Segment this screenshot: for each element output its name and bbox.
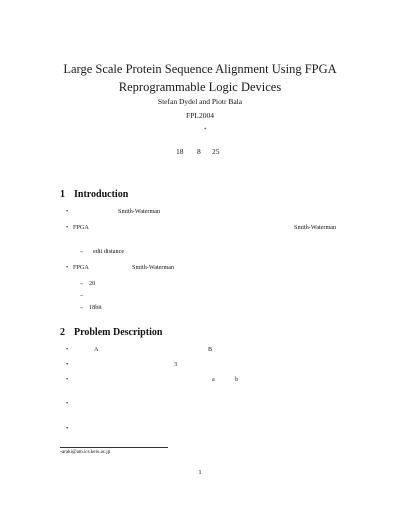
- paper-title-line2: Reprogrammable Logic Devices: [118, 80, 282, 94]
- bullet: •: [66, 425, 69, 432]
- section-title: Problem Description: [74, 327, 163, 338]
- section-number: 2: [60, 327, 65, 338]
- section-number: 1: [60, 189, 65, 200]
- footnote-rule: [60, 447, 168, 448]
- bullet: •: [66, 224, 69, 231]
- dash: –: [80, 280, 84, 287]
- paper-title-line1: Large Scale Protein Sequence Alignment Using FPGA: [63, 62, 337, 76]
- authors: Stefan Dydel and Piotr Bala: [157, 97, 243, 106]
- list-item-text: b: [235, 376, 239, 383]
- page-number: 1: [198, 469, 202, 476]
- bullet: •: [66, 208, 69, 215]
- date-year: 18: [176, 147, 184, 156]
- list-item-text: a: [212, 376, 215, 383]
- title-footnote-mark: *: [204, 128, 207, 133]
- list-item-text: Smith-Waterman: [294, 224, 337, 231]
- list-item-text: B: [208, 346, 213, 353]
- list-item-text: 3: [174, 361, 178, 368]
- list-item-text: Smith-Waterman: [132, 264, 175, 271]
- list-item-text: FPGA: [73, 224, 89, 231]
- list-item-text: A: [94, 346, 99, 353]
- list-item-text: 18bit: [89, 304, 102, 311]
- list-item-text: FPGA: [73, 264, 89, 271]
- section-title: Introduction: [74, 189, 129, 200]
- list-item-text: edit distance: [93, 248, 125, 255]
- date-day: 25: [212, 147, 220, 156]
- bullet: •: [66, 346, 69, 353]
- list-item-text: Smith-Waterman: [118, 208, 161, 215]
- bullet: •: [66, 400, 69, 407]
- bullet: •: [66, 361, 69, 368]
- footnote-text: araki@am.ics.keio.ac.jp: [62, 450, 111, 455]
- dash: –: [80, 248, 84, 255]
- dash: –: [80, 304, 84, 311]
- bullet: •: [66, 264, 69, 271]
- list-item-text: 20: [89, 280, 96, 287]
- venue: FPL2004: [186, 111, 214, 120]
- footnote-mark: *: [60, 450, 62, 455]
- dash: –: [80, 292, 84, 299]
- bullet: •: [66, 376, 69, 383]
- footnote: [60, 450, 110, 455]
- date-month: 8: [197, 147, 201, 156]
